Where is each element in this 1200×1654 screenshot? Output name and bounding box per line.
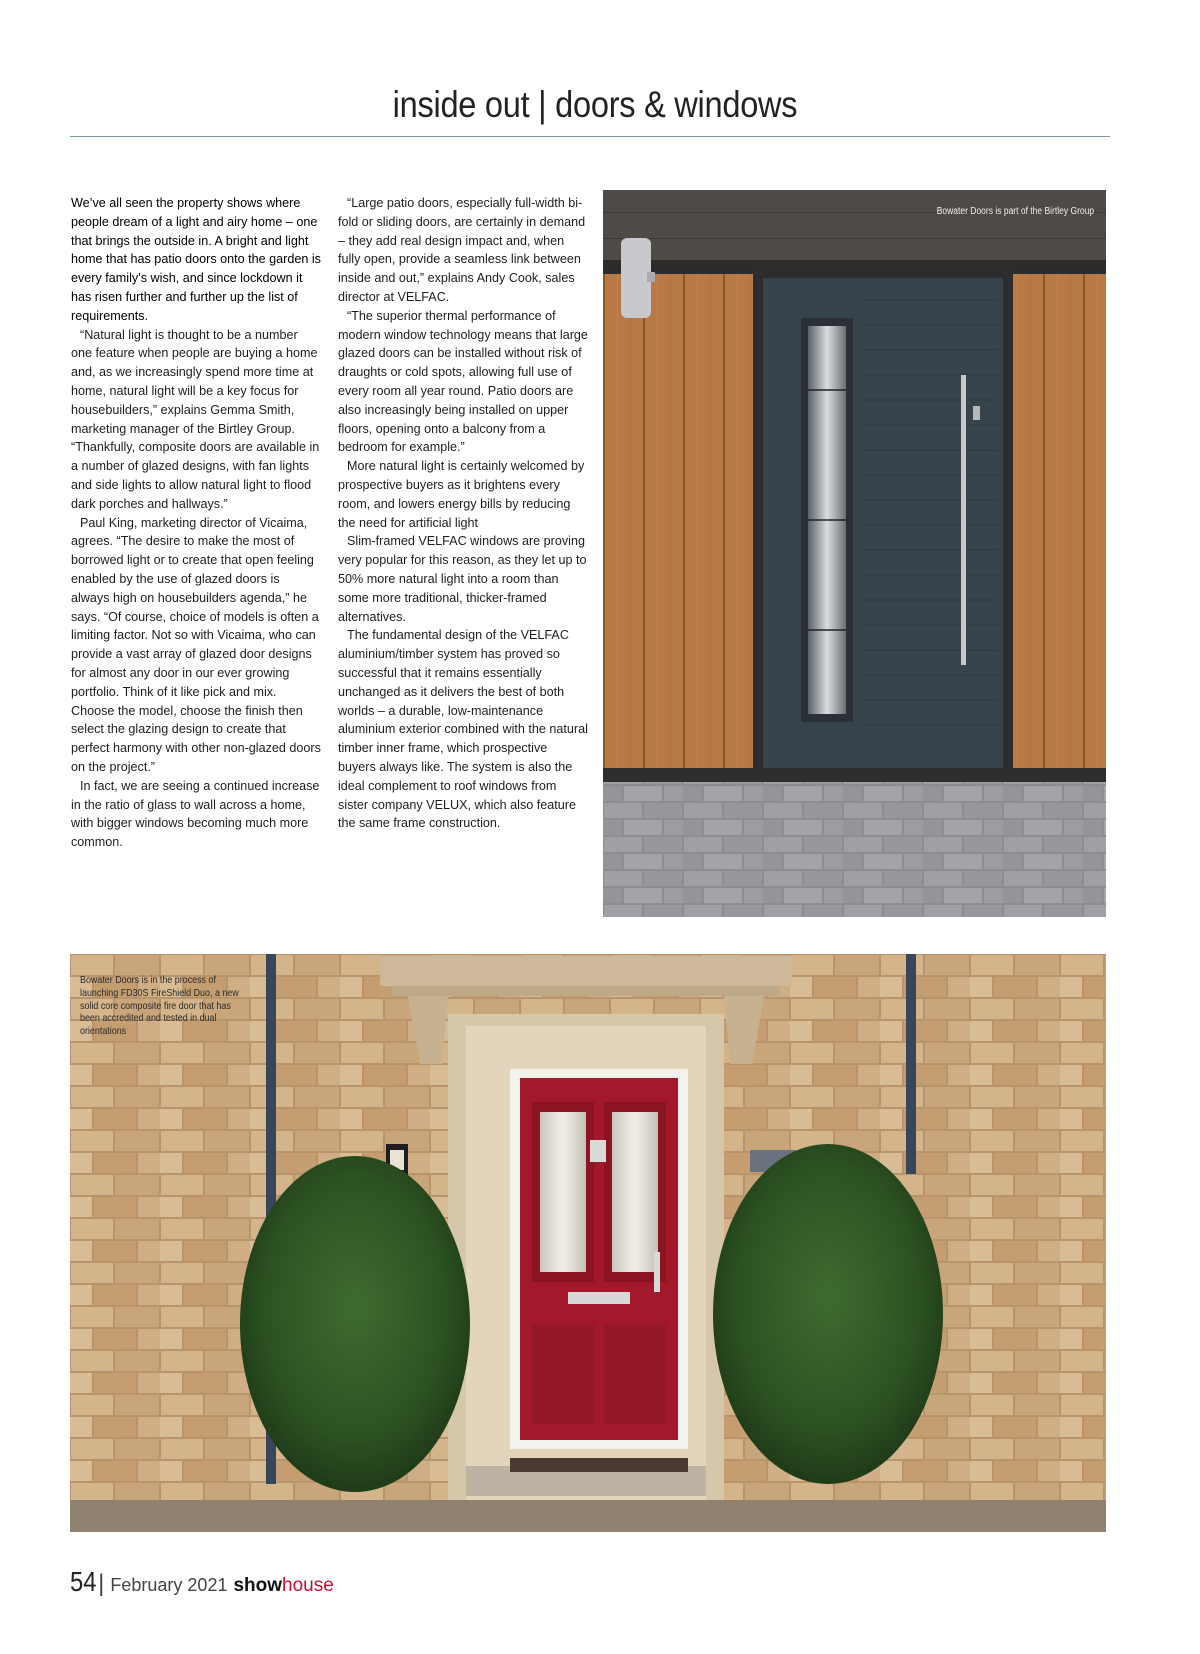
issue-date: February 2021: [110, 1575, 228, 1595]
footer-separator: |: [98, 1570, 105, 1597]
body-paragraph: More natural light is certainly welcomed by prospective buyers as it brightens every room, and lowers energy bills by reducing the need for artificial light: [338, 459, 585, 530]
body-paragraph: Slim-framed VELFAC windows are proving very popular for this reason, as they let up to 50% more natural light into a room than some more traditional, thicker-framed alternatives.: [338, 534, 587, 624]
body-paragraph: The fundamental design of the VELFAC aluminium/timber system has proved so successful that it remains essentially unchanged as it delivers the best of both worlds – a durable, low-maintenance aluminium exterior combined with the natural timber inner frame, which prospective buyers always like. The system is also the ideal complement to roof windows from sister company VELUX, which also feature the same frame construction.: [338, 628, 588, 831]
page-number: 54: [70, 1566, 97, 1597]
red-door-photo: [70, 954, 1106, 1532]
page-footer: [70, 1566, 334, 1606]
body-paragraph: In fact, we are seeing a continued increase in the ratio of glass to wall across a home, with bigger windows becoming much more common.: [71, 778, 320, 850]
photo-caption: Bowater Doors is part of the Birtley Group: [936, 206, 1094, 217]
grey-door-illustration: [603, 190, 1106, 917]
article-column-middle: [338, 194, 588, 833]
body-paragraph: Paul King, marketing director of Vicaima, agrees. “The desire to make the most of borrowed light or to create that open feeling enabled by the use of glazed doors is always high on housebuilders agenda,” he says. “Of course, choice of models is often a limiting factor. Not so with Vicaima, who can provide a vast array of glazed door designs for almost any door in our ever growing portfolio. Think of it like pick and mix. Choose the model, choose the finish then select the glazing design to create that perfect harmony with other non-glazed doors on the project.”: [71, 515, 321, 774]
red-door-illustration: [70, 954, 1106, 1532]
brand-name-accent: house: [282, 1575, 334, 1596]
brand-name-bold: show: [233, 1575, 283, 1596]
body-paragraph: “The superior thermal performance of modern window technology means that large glazed doors can be installed without risk of draughts or cold spots, allowing full use of every room all year round. Patio doors are also increasingly being installed on upper floors, opening onto a balcony from a bedroom for example.”: [338, 308, 588, 455]
body-paragraph: “Natural light is thought to be a number one feature when people are buying a home and, as we increasingly spend more time at home, natural light will be a key focus for housebuilders,” explains Gemma Smith, marketing manager of the Birtley Group. “Thankfully, composite doors are available in a number of glazed designs, with fan lights and side lights to allow natural light to flood dark porches and hallways.”: [71, 327, 320, 511]
article-column-left: [71, 194, 321, 852]
body-paragraph: “Large patio doors, especially full-width bi-fold or sliding doors, are certainly in demand – they add real design impact and, when fully open, provide a seamless link between inside and out,” explains Andy Cook, sales director at VELFAC.: [338, 196, 586, 304]
photo-caption: Bowater Doors is in the process of launching FD30S FireShield Duo, a new solid core composite fire door that has been accredited and tested in dual orientations: [80, 974, 239, 1038]
section-title: inside out | doors & windows: [392, 84, 798, 125]
header-divider: [70, 136, 1110, 137]
grey-door-photo: [603, 190, 1106, 917]
intro-paragraph: We’ve all seen the property shows where people dream of a light and airy home – one that brings the outside in. A bright and light home that has patio doors onto the garden is every family’s wish, and since lockdown it has risen further and further up the list of requirements.: [71, 196, 321, 323]
